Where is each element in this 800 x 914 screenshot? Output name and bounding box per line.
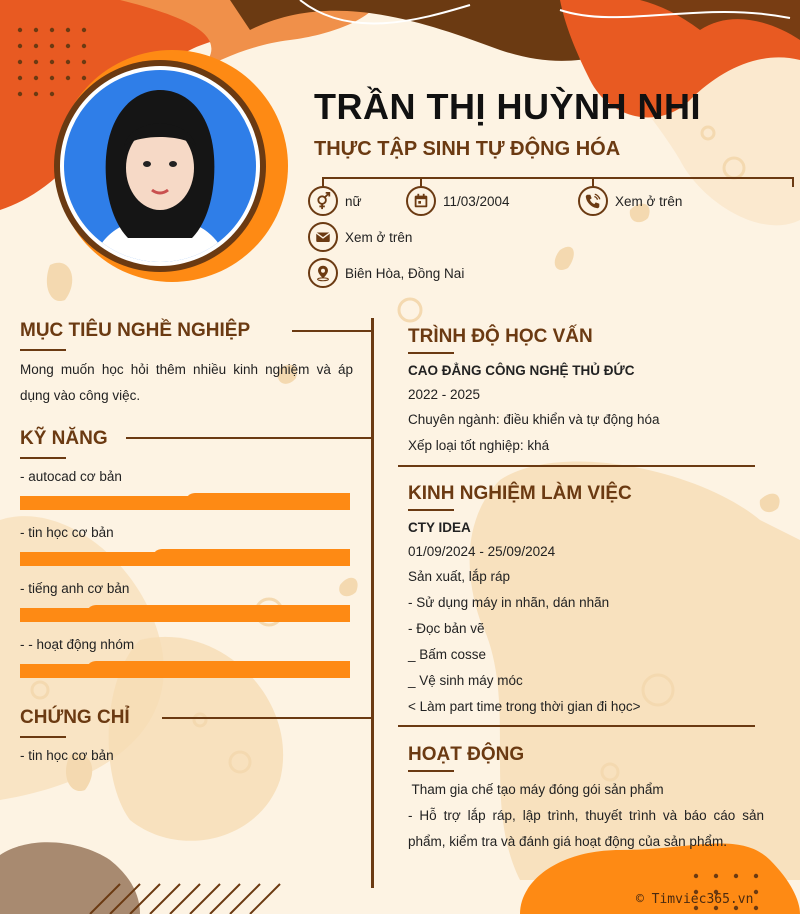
- certificates-title: CHỨNG CHỈ: [20, 707, 130, 728]
- experience-line: Sản xuất, lắp ráp: [408, 569, 511, 584]
- watermark: © Timviec365.vn: [636, 892, 754, 907]
- education-years: 2022 - 2025: [408, 387, 481, 402]
- info-divider-v4: [792, 177, 794, 187]
- info-birthday: [406, 186, 510, 216]
- skills-title: KỸ NĂNG: [20, 428, 108, 449]
- skill-label: - autocad cơ bản: [20, 469, 122, 484]
- education-title: TRÌNH ĐỘ HỌC VẤN: [408, 326, 593, 347]
- birthday-value: 11/03/2004: [443, 193, 510, 209]
- certificate-item: - tin học cơ bản: [20, 748, 114, 763]
- experience-line: - Sử dụng máy in nhãn, dán nhãn: [408, 595, 610, 610]
- info-phone: [578, 186, 682, 216]
- skill-bar: [20, 552, 350, 566]
- skill-label: - tin học cơ bản: [20, 525, 114, 540]
- activity-line: - Hỗ trợ lắp ráp, lập trình, thuyết trình và báo cáo sản phẩm, kiểm tra và đánh giá hoạt động của sản phẩm.: [408, 808, 764, 849]
- activity-line: Tham gia chế tạo máy đóng gói sản phẩm: [408, 782, 664, 797]
- skill-bar: [20, 608, 350, 622]
- info-gender: [308, 186, 362, 216]
- calendar-icon: [406, 186, 436, 216]
- skill-bar-level: [185, 493, 350, 507]
- job-title: THỰC TẬP SINH TỰ ĐỘNG HÓA: [314, 138, 621, 160]
- experience-line: _ Bấm cosse: [408, 647, 487, 662]
- education-underline: [408, 352, 454, 354]
- phone-icon: [578, 186, 608, 216]
- info-divider: [322, 177, 794, 179]
- education-major: Chuyên ngành: điều khiển và tự động hóa: [408, 412, 660, 427]
- gender-icon: [308, 186, 338, 216]
- skill-bar-level: [152, 549, 350, 563]
- activities-underline: [408, 770, 454, 772]
- avatar: [62, 68, 258, 264]
- address-value: Biên Hòa, Đồng Nai: [345, 265, 465, 281]
- experience-period: 01/09/2024 - 25/09/2024: [408, 544, 556, 559]
- objective-rule: [292, 330, 372, 332]
- certificates-rule: [162, 717, 372, 719]
- phone-value: Xem ở trên: [615, 193, 683, 209]
- gender-value: nữ: [345, 193, 362, 209]
- objective-underline: [20, 349, 66, 351]
- experience-underline: [408, 509, 454, 511]
- skill-bar: [20, 664, 350, 678]
- location-icon: [308, 258, 338, 288]
- info-address: [308, 258, 464, 288]
- skill-label: - - hoạt động nhóm: [20, 637, 135, 652]
- education-school: CAO ĐẲNG CÔNG NGHỆ THỦ ĐỨC: [408, 363, 635, 378]
- certificates-underline: [20, 736, 66, 738]
- candidate-name: TRẦN THỊ HUỲNH NHI: [314, 86, 701, 127]
- education-rule: [398, 465, 755, 467]
- experience-company: CTY IDEA: [408, 520, 471, 535]
- info-email: [308, 222, 412, 252]
- education-grade: Xếp loại tốt nghiệp: khá: [408, 438, 550, 453]
- email-value: Xem ở trên: [345, 229, 413, 245]
- skill-bar: [20, 496, 350, 510]
- objective-title: MỤC TIÊU NGHỀ NGHIỆP: [20, 320, 251, 341]
- activities-title: HOẠT ĐỘNG: [408, 744, 525, 765]
- skills-underline: [20, 457, 66, 459]
- experience-title: KINH NGHIỆM LÀM VIỆC: [408, 483, 632, 504]
- mail-icon: [308, 222, 338, 252]
- experience-line: < Làm part time trong thời gian đi học>: [408, 699, 641, 714]
- skills-rule: [126, 437, 372, 439]
- skill-label: - tiếng anh cơ bản: [20, 581, 130, 596]
- objective-text: Mong muốn học hỏi thêm nhiều kinh nghiệm và áp dụng vào công việc.: [20, 362, 353, 403]
- skill-bar-level: [86, 605, 350, 619]
- experience-line: - Đọc bản vẽ: [408, 621, 485, 636]
- column-divider: [371, 318, 374, 888]
- experience-rule: [398, 725, 755, 727]
- skill-bar-level: [86, 661, 350, 675]
- experience-line: _ Vệ sinh máy móc: [408, 673, 523, 688]
